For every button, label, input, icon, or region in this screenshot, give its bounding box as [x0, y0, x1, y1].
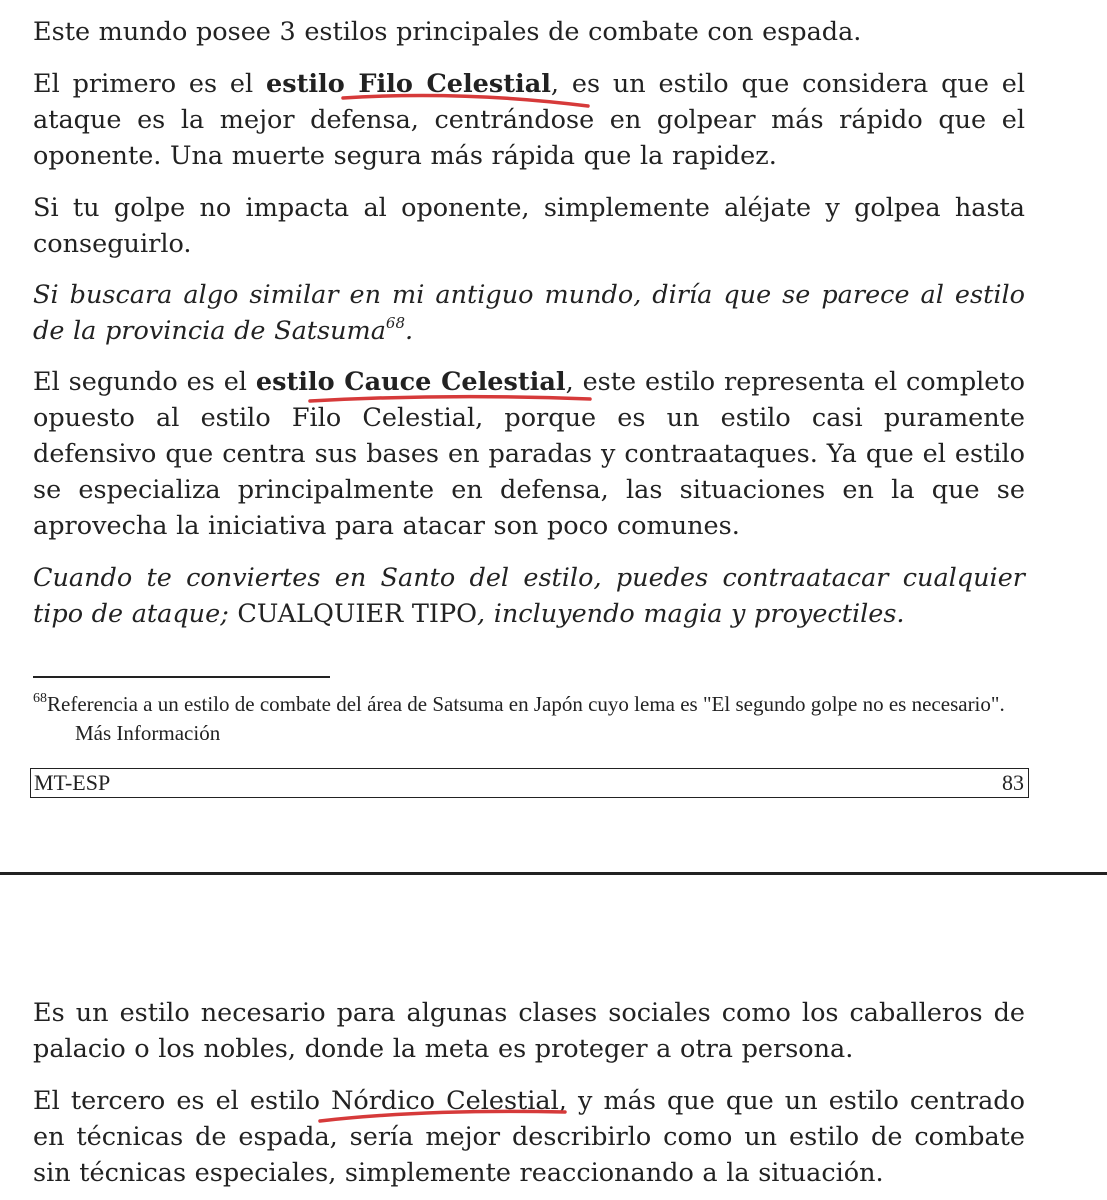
paragraph-santo-italic	[33, 560, 1025, 632]
footnote-rule	[33, 676, 330, 678]
text-segment: El primero es el	[33, 69, 267, 99]
page-number: 83	[1002, 770, 1024, 795]
paragraph-filo-celestial	[33, 66, 1025, 174]
paragraph-nobles: Es un estilo necesario para algunas clases sociales como los caballeros de palacio o los nobles, donde la meta es proteger a otra persona.	[33, 998, 1025, 1064]
text-segment: , es un estilo que considera que el ataque es la mejor defensa, centrándose en golpear más rápido que el oponente. Una muerte segura más rápida que la rapidez.	[33, 69, 1025, 171]
paragraph-satsuma-italic	[33, 277, 1025, 349]
bold-term-cauce-celestial: estilo Cauce Celestial	[255, 367, 566, 397]
footnote-number: 68	[33, 691, 47, 706]
footnote-text: Referencia a un estilo de combate del área de Satsuma en Japón cuyo lema es "El segundo golpe no es necesario". Más Información	[47, 692, 1005, 745]
footnote	[33, 690, 1029, 748]
page-separator	[0, 872, 1107, 875]
text-segment: , incluyendo magia y proyectiles.	[477, 599, 905, 629]
text-segment: El tercero es el estilo	[33, 1086, 332, 1116]
text-segment: , y más que que un estilo centrado en técnicas de espada, sería mejor describirlo como un estilo de combate sin técnicas especiales, simplemente reaccionando a la situación.	[33, 1086, 1025, 1188]
page-footer	[30, 768, 1029, 798]
text-segment: .	[405, 316, 414, 346]
footnote-reference[interactable]: 68	[385, 314, 406, 332]
text-segment: Cuando te conviertes en Santo del estilo, puedes contraatacar cualquier tipo de ataque;	[33, 563, 1025, 629]
bold-term-filo-celestial: estilo Filo Celestial	[266, 69, 551, 99]
text-segment: , este estilo representa el completo opuesto al estilo Filo Celestial, porque es un estilo casi puramente defensivo que centra sus bases en paradas y contraataques. Ya que el estilo se especializa principalmente en defensa, las situaciones en la que se aprovecha la iniciativa para atacar son poco comunes.	[33, 367, 1025, 541]
emphasis-caps: CUALQUIER TIPO	[237, 599, 478, 629]
footer-label: MT-ESP	[34, 770, 111, 795]
paragraph-cauce-celestial	[33, 364, 1025, 544]
text-segment: El segundo es el	[33, 367, 256, 397]
text-segment: Si buscara algo similar en mi antiguo mundo, diría que se parece al estilo de la provincia de Satsuma	[33, 280, 1025, 346]
paragraph-intro: Este mundo posee 3 estilos principales de combate con espada.	[33, 17, 862, 47]
paragraph-golpe: Si tu golpe no impacta al oponente, simplemente aléjate y golpea hasta conseguirlo.	[33, 193, 1025, 259]
paragraph-nordico-celestial	[33, 1083, 1025, 1191]
marked-term-nordico-celestial: Nórdico Celestial	[331, 1086, 559, 1116]
